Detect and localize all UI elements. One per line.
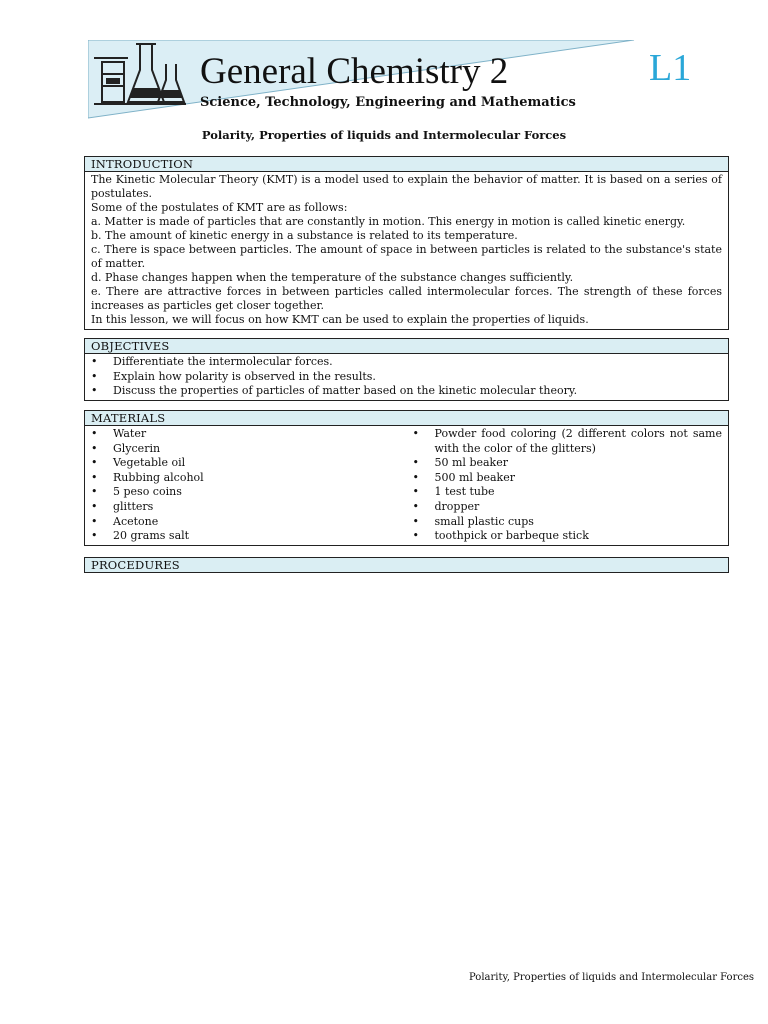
list-item: • 20 grams salt (85, 529, 407, 544)
lesson-code: L1 (649, 47, 692, 89)
page-title: General Chemistry 2 (200, 51, 509, 92)
introduction-heading: INTRODUCTION (85, 157, 728, 172)
materials-columns (85, 426, 728, 545)
intro-paragraph: a. Matter is made of particles that are constantly in motion. This energy in motion is called kinetic energy. (91, 215, 686, 228)
introduction-section (84, 156, 729, 330)
intro-paragraph: b. The amount of kinetic energy in a substance is related to its temperature. (91, 229, 518, 242)
list-item: • small plastic cups (407, 515, 729, 530)
list-item: • 500 ml beaker (407, 471, 729, 486)
list-item: • Acetone (85, 515, 407, 530)
materials-section (84, 410, 729, 546)
list-item: • Explain how polarity is observed in the results. (85, 370, 728, 385)
intro-paragraph: d. Phase changes happen when the temperature of the substance changes sufficiently. (91, 271, 574, 284)
list-item: • dropper (407, 500, 729, 515)
list-item: • toothpick or barbeque stick (407, 529, 729, 544)
materials-list-left (85, 426, 407, 545)
list-item: • Powder food coloring (2 different colors not same with the color of the glitters) (407, 427, 729, 456)
list-item: • Glycerin (85, 442, 407, 457)
list-item: • Water (85, 427, 407, 442)
materials-list-right (407, 426, 729, 545)
objectives-heading: OBJECTIVES (85, 339, 728, 354)
objectives-list (85, 354, 728, 400)
page-subtitle: Science, Technology, Engineering and Mathematics (200, 95, 576, 110)
document-title: Polarity, Properties of liquids and Intermolecular Forces (201, 128, 567, 142)
objectives-section (84, 338, 729, 401)
materials-heading: MATERIALS (85, 411, 728, 426)
introduction-body (85, 172, 728, 329)
intro-paragraph: The Kinetic Molecular Theory (KMT) is a model used to explain the behavior of matter. It is based on a series of postulates. (91, 173, 722, 200)
list-item: • Vegetable oil (85, 456, 407, 471)
page-footer: Polarity, Properties of liquids and Intermolecular Forces (468, 972, 754, 983)
intro-paragraph: In this lesson, we will focus on how KMT can be used to explain the properties of liquids. (91, 313, 589, 326)
intro-paragraph: c. There is space between particles. The amount of space in between particles is related to the substance's state of matter. (91, 243, 722, 270)
list-item: • 5 peso coins (85, 485, 407, 500)
list-item: • 50 ml beaker (407, 456, 729, 471)
procedures-heading: PROCEDURES (85, 558, 728, 572)
procedures-section (84, 557, 729, 573)
list-item: • Rubbing alcohol (85, 471, 407, 486)
intro-paragraph: Some of the postulates of KMT are as follows: (91, 201, 348, 214)
list-item: • glitters (85, 500, 407, 515)
intro-paragraph: e. There are attractive forces in between particles called intermolecular forces. The strength of these forces increases as particles get closer together. (91, 285, 722, 312)
list-item: • 1 test tube (407, 485, 729, 500)
lab-glassware-icon (88, 40, 188, 110)
list-item: • Differentiate the intermolecular forces. (85, 355, 728, 370)
list-item: • Discuss the properties of particles of matter based on the kinetic molecular theory. (85, 384, 728, 399)
